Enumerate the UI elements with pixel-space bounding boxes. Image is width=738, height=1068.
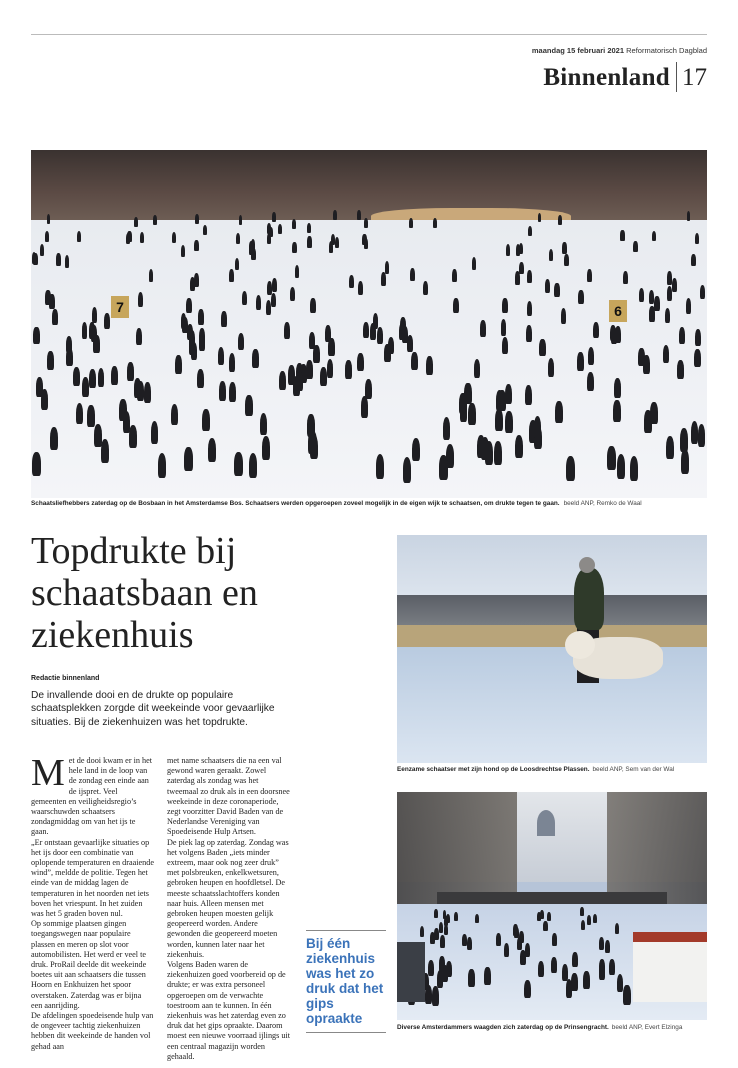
skater-figure (221, 311, 227, 327)
skater-figure (432, 986, 439, 1006)
skater-figure (687, 211, 691, 221)
skater-figure (654, 296, 659, 311)
top-rule (31, 34, 707, 35)
skater-figure (694, 349, 700, 367)
skater-figure (650, 402, 658, 424)
skater-figure (89, 369, 96, 389)
skater-figure (549, 249, 554, 261)
skater-figure (249, 453, 258, 478)
skater-figure (198, 309, 204, 325)
skater-figure (452, 269, 457, 282)
skater-figure (295, 265, 300, 278)
skater-figure (502, 298, 507, 313)
main-caption-text: Schaatsliefhebbers zaterdag op de Bosbaan in het Amsterdamse Bos. Schaatsers werden opgeroepen zoveel mogelijk in de eigen wijk te schaatsen, om drukte tegen te gaan. (31, 500, 560, 507)
skater-figure (609, 959, 615, 975)
skater-figure (349, 275, 354, 289)
skater-figure (691, 254, 696, 266)
paragraph: Op sommige plaatsen gingen toegangswegen naar populaire plassen en meren op slot voor automobilisten. Het werd er veel te druk. ProRail deelde dit weekeinde boetes uit aan schaatsers die tussen Hoorn en Enkhuizen het spoor overstaken. Zaterdag was er bijna een aanrijding. (31, 919, 147, 1010)
section-divider (676, 62, 677, 92)
skater-figure (520, 950, 526, 965)
skater-figure (195, 214, 199, 224)
paragraph: De piek lag op zaterdag. Zondag was het volgens Baden „iets minder extreem, maar ook nog zeer druk” met polsbreuken, enkelkwetsuren, gebroken heupen en hoofdletsel. De meeste schaatsslachtoffers konden naar huis. Alleen mensen met gebroken heupen moesten gelijk geopereerd worden. Andere gewonden die geopereerd moeten worden, kunnen later naar het ziekenhuis. (167, 837, 289, 959)
skater-figure (566, 456, 575, 481)
skater-figure (52, 309, 58, 325)
skater-figure (667, 271, 672, 284)
paragraph: et de dooi kwam er in het hele land in de loop van de zondag een einde aan de ijspret. Veel gemeenten en veiligheidsregio’s waarschuwden schaatsers zondagmiddag om van het ijs te gaan. (31, 756, 153, 837)
skater-figure (691, 421, 699, 444)
page-number: 17 (682, 64, 707, 91)
skater-figure (238, 333, 244, 350)
skater-figure (562, 242, 566, 254)
canal-bridge (437, 892, 667, 904)
skater-figure (134, 378, 141, 398)
skater-figure (494, 441, 502, 465)
skater-figure (554, 283, 559, 297)
skater-figure (587, 372, 594, 392)
skater-figure (667, 286, 672, 300)
skater-figure (547, 912, 551, 921)
skater-dog-photo (397, 535, 707, 763)
skater-figure (410, 268, 415, 281)
skater-figure (433, 218, 437, 228)
skater-figure (428, 960, 434, 976)
issue-date: maandag 15 februari 2021 (531, 46, 625, 55)
skater-figure (290, 287, 295, 301)
skater-figure (377, 327, 383, 344)
skater-figure (197, 369, 204, 389)
skater-figure (580, 907, 584, 916)
article-byline: Redactie binnenland (31, 675, 100, 682)
skater-figure (506, 244, 510, 256)
skater-figure (313, 345, 319, 363)
skater-figure (672, 278, 677, 292)
skater-figure (453, 298, 458, 313)
houseboat (633, 932, 707, 1002)
skater-figure (558, 215, 562, 225)
skater-figure (358, 281, 363, 295)
skater-figure (93, 335, 99, 352)
skater-figure (474, 359, 481, 378)
skater-figure (599, 937, 604, 950)
skater-figure (76, 403, 84, 425)
skater-figure (310, 298, 315, 313)
canal-photo (397, 792, 707, 1020)
skater-figure (307, 236, 311, 247)
skater-figure (202, 409, 210, 431)
skater-figure (175, 355, 182, 374)
skater-figure (677, 360, 684, 379)
skater-figure (297, 371, 304, 391)
skater-figure (144, 382, 151, 402)
skater-figure (440, 935, 445, 948)
skater-figure (331, 234, 335, 245)
skater-figure (639, 288, 644, 302)
skater-figure (381, 272, 386, 285)
skater-figure (515, 271, 520, 284)
skater-figure (551, 957, 557, 973)
skater-figure (236, 233, 240, 244)
skater-figure (172, 232, 176, 243)
skater-figure (599, 959, 605, 975)
skater-figure (566, 979, 573, 998)
skater-figure (472, 257, 477, 270)
skater-figure (409, 218, 413, 228)
skater-figure (517, 937, 522, 950)
skater-figure (345, 360, 352, 379)
skater-figure (552, 933, 557, 945)
skater-figure (45, 231, 49, 242)
skater-figure (32, 452, 40, 477)
skater-figure (279, 371, 286, 391)
skater-figure (454, 912, 458, 921)
skater-figure (199, 328, 205, 345)
photo-treeline (31, 150, 707, 220)
skater-figure (403, 457, 412, 482)
skater-figure (525, 385, 532, 406)
photo-ice (31, 220, 707, 498)
skater-figure (104, 313, 110, 329)
skater-figure (411, 352, 418, 371)
dog-caption-text: Eenzame schaatser met zijn hond op de Loosdrechtse Plassen. (397, 766, 590, 773)
skater-figure (123, 411, 131, 433)
skater-figure (412, 438, 420, 462)
skater-figure (184, 447, 192, 471)
skater-figure (153, 215, 157, 225)
skater-figure (65, 255, 70, 267)
skater-figure (496, 390, 503, 411)
skater-figure (127, 362, 134, 381)
skater-figure (194, 240, 198, 251)
drop-cap: M (31, 752, 65, 794)
skater-figure (335, 237, 339, 248)
skater-figure (614, 378, 621, 398)
skater-figure (593, 322, 599, 339)
paragraph: met name schaatsers die na een val gewond waren geraakt. Zowel zaterdag als zondag was het tweemaal zo druk als in een doorsnee weekeinde in deze coronaperiode, zegt voorzitter David Baden van de Nederlandse Vereniging van Spoedeisende Hulp Artsen. (167, 756, 290, 837)
dog-head (565, 631, 595, 659)
skater-figure (365, 379, 372, 399)
skater-figure (468, 969, 474, 986)
skater-figure (256, 295, 261, 310)
skater-figure (695, 329, 701, 346)
article-lead: De invallende dooi en de drukte op populaire schaatsplekken zorgde dit weekeinde voor gevaarlijke situaties. Bij de ziekenhuizen was het topdrukte. (31, 690, 275, 728)
skater-figure (362, 234, 366, 245)
skater-figure (459, 393, 466, 414)
skater-figure (545, 279, 550, 293)
skater-figure (420, 926, 425, 937)
skater-figure (528, 226, 532, 237)
skater-figure (505, 411, 513, 433)
skater-figure (252, 349, 258, 367)
skater-figure (186, 298, 191, 313)
skater-head (579, 557, 595, 573)
skater-figure (138, 292, 143, 307)
skater-figure (468, 403, 476, 425)
skater-figure (475, 914, 479, 924)
article-column-2 (167, 756, 290, 1062)
skater-figure (695, 233, 699, 244)
skater-figure (357, 210, 361, 220)
skater-figure (439, 455, 448, 480)
skater-figure (581, 920, 585, 930)
skater-figure (229, 353, 236, 372)
skater-figure (66, 348, 72, 366)
skater-figure (588, 347, 594, 365)
section-name: Binnenland (543, 64, 670, 91)
skater-figure (534, 416, 542, 439)
lane-sign-right: 6 (609, 300, 627, 322)
skater-figure (364, 218, 368, 228)
skater-figure (686, 298, 691, 313)
skater-figure (307, 223, 311, 233)
skater-figure (271, 293, 276, 308)
skater-figure (663, 345, 669, 363)
skater-figure (77, 231, 81, 242)
photo-reeds (397, 625, 707, 647)
skater-figure (41, 389, 48, 410)
skater-figure (218, 347, 224, 365)
skater-figure (47, 351, 54, 369)
main-photo-caption (31, 500, 707, 507)
skater-figure (434, 909, 438, 918)
skater-figure (306, 360, 313, 379)
skater-figure (260, 413, 268, 435)
skater-figure (607, 446, 615, 470)
skater-figure (242, 291, 247, 306)
pull-quote: Bij één ziekenhuis was het zo druk dat het gips opraakte (306, 930, 386, 1033)
skater-figure (249, 243, 253, 255)
dog-photo-caption (397, 766, 707, 773)
skater-figure (385, 261, 390, 274)
skater-figure (235, 258, 240, 271)
lane-sign-left: 7 (111, 296, 129, 318)
skater-figure (477, 435, 485, 459)
skater-figure (539, 339, 545, 357)
skater-figure (292, 219, 296, 229)
skater-figure (538, 961, 544, 977)
skater-figure (504, 943, 509, 957)
skater-figure (700, 285, 705, 299)
paragraph: Volgens Baden waren de ziekenhuizen goed voorbereid op de drukte; er was extra personeel opgeroepen om de verwachte toestroom aan te kunnen. In één ziekenhuis was het zaterdag even zo druk dat het gips opraakte. Daarom moest een nieuwe voorraad ijlings uit een centraal magazijn worden gehaald. (167, 960, 291, 1061)
skater-figure (515, 435, 523, 459)
skater-figure (649, 306, 655, 322)
paragraph: De afdelingen spoedeisende hulp van de ongeveer tachtig ziekenhuizen hebben dit weekeinde de handen vol gehad aan (31, 1011, 154, 1051)
skater-figure (496, 933, 501, 945)
skater-figure (587, 915, 591, 925)
skater-figure (643, 355, 650, 374)
skater-figure (292, 242, 296, 254)
skater-figure (426, 356, 433, 375)
skater-figure (111, 366, 118, 385)
skater-figure (33, 327, 39, 344)
skater-figure (49, 294, 54, 309)
skater-figure (327, 359, 334, 378)
skater-figure (229, 382, 236, 402)
skater-figure (87, 405, 95, 427)
skater-figure (262, 436, 270, 460)
skater-figure (652, 231, 656, 242)
skater-figure (234, 452, 242, 477)
skater-figure (278, 224, 282, 234)
skater-figure (363, 322, 369, 339)
skater-figure (577, 352, 584, 371)
skater-figure (239, 215, 243, 225)
skater-figure (229, 269, 234, 282)
skater-figure (611, 327, 617, 344)
skater-figure (284, 322, 290, 339)
skater-figure (495, 409, 503, 431)
skater-figure (288, 365, 295, 384)
skater-figure (501, 319, 507, 335)
main-photo (31, 150, 707, 498)
skater-figure (151, 421, 159, 444)
section-header (543, 58, 707, 92)
skater-figure (191, 342, 197, 360)
boat (397, 942, 425, 1002)
skater-figure (423, 281, 428, 295)
article-column-1 (31, 752, 154, 1052)
skater-figure (219, 381, 226, 401)
photo-treeline (397, 595, 707, 627)
canal-caption-text: Diverse Amsterdammers waagden zich zaterdag op de Prinsengracht. (397, 1024, 609, 1031)
skater-figure (679, 327, 685, 344)
skater-figure (194, 273, 199, 287)
skater-figure (578, 290, 583, 305)
skater-figure (698, 424, 706, 447)
skater-figure (480, 320, 486, 337)
skater-figure (208, 438, 216, 462)
skater-figure (333, 210, 337, 220)
skater-figure (564, 254, 569, 266)
article-headline: Topdrukte bij schaatsbaan en ziekenhuis (31, 530, 258, 656)
skater-figure (513, 924, 517, 935)
skater-figure (82, 322, 88, 339)
skater-figure (158, 453, 167, 478)
newspaper-name: Reformatorisch Dagblad (626, 46, 707, 55)
skater-figure (505, 384, 512, 405)
skater-figure (182, 317, 188, 333)
skater-figure (136, 328, 142, 345)
skater-figure (272, 278, 277, 292)
skater-figure (527, 301, 533, 316)
canal-photo-caption (397, 1024, 707, 1031)
skater-figure (548, 358, 555, 377)
skater-figure (149, 269, 154, 282)
skater-figure (40, 244, 44, 256)
skater-figure (593, 914, 597, 924)
skater-figure (630, 456, 639, 481)
skater-figure (484, 967, 490, 984)
skater-figure (524, 980, 531, 999)
skater-figure (467, 937, 472, 950)
dog-photo-credit: beeld ANP, Sem van der Wal (592, 766, 675, 773)
skater-figure (376, 454, 385, 479)
skater-figure (245, 395, 252, 416)
skater-figure (613, 400, 620, 422)
skater-figure (320, 367, 327, 386)
skater-figure (94, 424, 102, 447)
skater-figure (666, 436, 674, 460)
skater-figure (502, 337, 508, 355)
skater-figure (127, 231, 131, 242)
skater-figure (399, 323, 405, 340)
skater-figure (555, 401, 563, 423)
paragraph: „Er ontstaan gevaarlijke situaties op het ijs door een combinatie van oplopende temperaturen en draaiende wind”, meldde de politie. Tegen het einde van de middag lagen de temperaturen in het noorden net iets boven het vriespunt. In het zuiden was het 5 graden boven nul. (31, 837, 154, 919)
skater-figure (56, 253, 61, 265)
skater-figure (543, 921, 547, 932)
church-dome (537, 810, 555, 836)
skater-figure (101, 439, 109, 463)
skater-figure (516, 244, 520, 256)
skater-figure (583, 971, 590, 989)
skater-figure (572, 952, 578, 967)
skater-figure (181, 245, 185, 257)
skater-figure (203, 225, 207, 236)
skater-figure (571, 973, 578, 991)
main-photo-credit: beeld ANP, Remko de Waal (563, 500, 642, 507)
skater-figure (526, 325, 532, 342)
skater-figure (308, 431, 316, 454)
skater-figure (615, 923, 619, 934)
skater-figure (623, 985, 630, 1005)
skater-figure (328, 338, 334, 356)
canal-photo-credit: beeld ANP, Evert Elzinga (611, 1024, 683, 1031)
skater-figure (92, 307, 98, 323)
skater-figure (361, 396, 368, 417)
skater-figure (562, 964, 568, 981)
skater-figure (527, 270, 532, 283)
skater-figure (623, 271, 628, 284)
skater-figure (73, 367, 80, 386)
dateline (532, 46, 707, 55)
skater-figure (50, 427, 58, 450)
skater-figure (617, 454, 626, 479)
skater-figure (388, 337, 394, 355)
skater-figure (33, 253, 38, 265)
skater-figure (540, 910, 544, 919)
skater-figure (681, 449, 689, 474)
skater-figure (443, 417, 451, 440)
skater-figure (98, 368, 105, 388)
skater-body (574, 568, 604, 630)
skater-figure (680, 428, 688, 451)
skater-figure (272, 212, 276, 222)
skater-figure (47, 214, 51, 224)
skater-figure (357, 353, 364, 372)
skater-figure (633, 241, 637, 253)
skater-figure (587, 269, 592, 282)
